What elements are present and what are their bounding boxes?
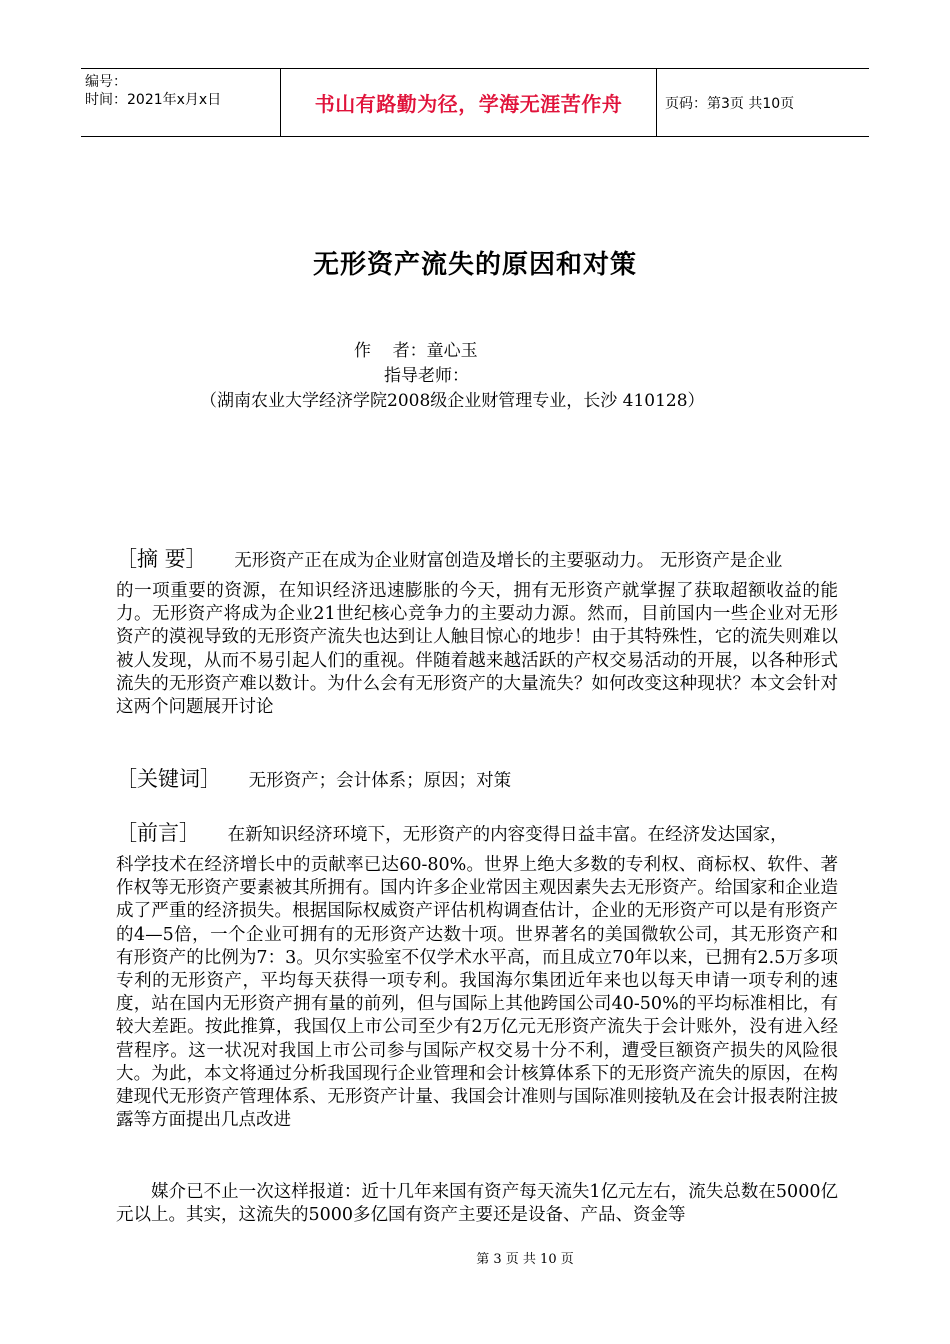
preface-body: 科学技术在经济增长中的贡献率已达60-80%。世界上绝大多数的专利权、商标权、软件、著作权等无形资产要素被其所拥有。国内许多企业常因主观因素失去无形资产。给国家和企业造成了严重的经济损失。根据国际权威资产评估机构调查估计，企业的无形资产可以是有形资产的4—5倍，一个企业可拥有的无形资产达数十项。世界著名的美国微软公司，其无形资产和有形资产的比例为7：3。贝尔实验室不仅学术水平高，而且成立70年以来，已拥有2.5万多项专利的无形资产，平均每天获得一项专利。我国海尔集团近年来也以每天申请一项专利的速度，站在国内无形资产拥有量的前列，但与国际上其他跨国公司40-50%的平均标准相比，有较大差距。按此推算，我国仅上市公司至少有2万亿元无形资产流失于会计账外，没有进入经营程序。这一状况对我国上市公司参与国际产权交易十分不利，遭受巨额资产损失的风险很大。为此，本文将通过分析我国现行企业管理和会计核算体系下的无形资产流失的原因，在构建现代无形资产管理体系、无形资产计量、我国会计准则与国际准则接轨及在会计报表附注披露等方面提出几点改进 <box>116 855 838 1131</box>
abstract-label: ［摘 要］ <box>116 547 207 571</box>
header-left-cell <box>81 69 281 136</box>
advisor-line: 指导老师： <box>384 366 469 386</box>
author-name: 童心玉 <box>426 341 478 361</box>
header-page-info: 页码：第3页 共10页 <box>665 95 795 112</box>
affiliation-line: （湖南农业大学经济学院2008级企业财管理专业，长沙 410128） <box>200 391 705 411</box>
time-label: 时间：2021年x月x日 <box>85 92 222 108</box>
keywords-label: ［关键词］ <box>116 767 221 791</box>
page-footer: 第 3 页 共 10 页 <box>476 1252 574 1267</box>
preface-label: ［前言］ <box>116 821 200 845</box>
page-header <box>81 68 869 137</box>
author-label: 作 者： <box>354 341 427 361</box>
preface-first-text: 在新知识经济环境下，无形资产的内容变得日益丰富。在经济发达国家， <box>227 825 788 845</box>
abstract-section <box>116 544 838 719</box>
preface-section <box>116 818 838 1132</box>
keywords-section <box>116 768 838 793</box>
header-motto: 书山有路勤为径，学海无涯苦作舟 <box>281 69 657 136</box>
author-line <box>354 336 478 361</box>
body-paragraph: 媒介已不止一次这样报道：近十几年来国有资产每天流失1亿元左右，流失总数在5000亿元以上。其实，这流失的5000多亿国有资产主要还是设备、产品、资金等 <box>116 1182 838 1226</box>
abstract-body: 的一项重要的资源，在知识经济迅速膨胀的今天，拥有无形资产就掌握了获取超额收益的能力。无形资产将成为企业21世纪核心竞争力的主要动力源。然而，目前国内一些企业对无形资产的漠视导致的无形资产流失也达到让人触目惊心的地步！由于其特殊性，它的流失则难以被人发现，从而不易引起人们的重视。伴随着越来越活跃的产权交易活动的开展，以各种形式流失的无形资产难以数计。为什么会有无形资产的大量流失？如何改变这种现状？本文会针对这两个问题展开讨论 <box>116 581 838 718</box>
abstract-first-line <box>116 544 838 580</box>
number-label: 编号： <box>85 74 127 90</box>
preface-first-line <box>116 818 838 854</box>
keywords-text: 无形资产；会计体系；原因；对策 <box>248 771 512 791</box>
abstract-first-text: 无形资产正在成为企业财富创造及增长的主要驱动力。 无形资产是企业 <box>234 551 783 571</box>
document-title: 无形资产流失的原因和对策 <box>312 250 637 280</box>
